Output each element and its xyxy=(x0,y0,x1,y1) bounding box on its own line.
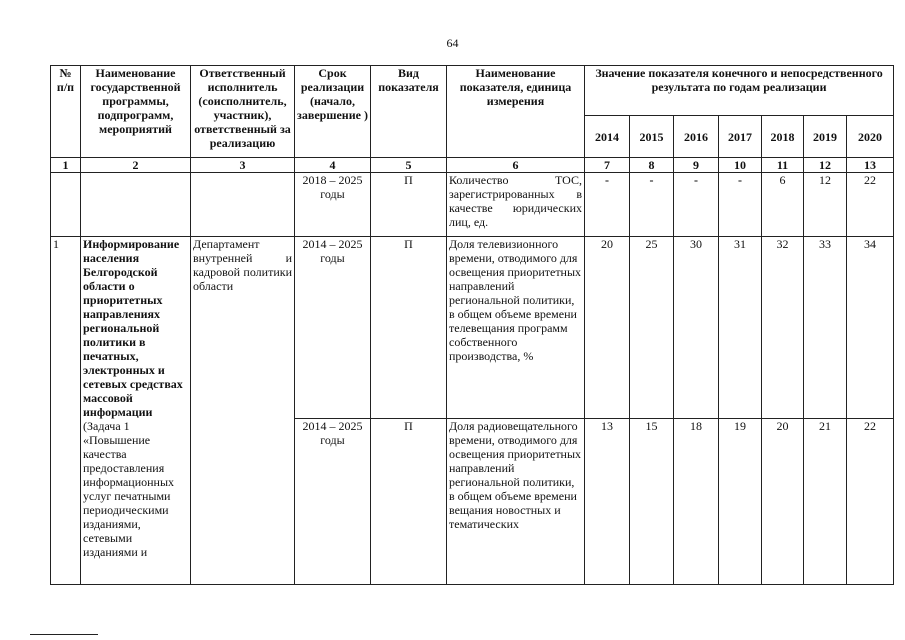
column-number: 5 xyxy=(371,158,447,173)
program-table xyxy=(50,65,894,585)
table-row xyxy=(51,173,894,237)
header-year: 2014 xyxy=(585,116,630,158)
row-value: 30 xyxy=(674,237,719,419)
row-value: 33 xyxy=(804,237,847,419)
table-row xyxy=(51,237,894,419)
row-name xyxy=(81,237,191,585)
row-num: 1 xyxy=(51,237,81,585)
row-value: 22 xyxy=(847,173,894,237)
header-row-top xyxy=(51,66,894,116)
row-value: 25 xyxy=(630,237,674,419)
row-name xyxy=(81,173,191,237)
row-executor: Департамент внутренней и кадровой политики области xyxy=(191,237,295,585)
header-year: 2018 xyxy=(762,116,804,158)
row-value: 12 xyxy=(804,173,847,237)
row-name-task: (Задача 1 «Повышение качества предоставления информационных услуг печатными периодическими изданиями, сетевыми изданиями и xyxy=(83,419,175,559)
column-number: 2 xyxy=(81,158,191,173)
row-type: П xyxy=(371,173,447,237)
row-indicator: Количество ТОС, зарегистрированных в качестве юридических лиц, ед. xyxy=(447,173,585,237)
row-num xyxy=(51,173,81,237)
row-indicator: Доля телевизионного времени, отводимого для освещения приоритетных направлений региональной политики, в общем объеме времени телевещания программ собственного производства, % xyxy=(447,237,585,419)
header-year: 2016 xyxy=(674,116,719,158)
row-executor xyxy=(191,173,295,237)
row-value: 18 xyxy=(674,419,719,585)
row-period: 2014 – 2025 годы xyxy=(295,419,371,585)
header-type: Вид показателя xyxy=(371,66,447,158)
footnote-divider xyxy=(30,634,98,635)
header-period: Срок реализации (начало, завершение ) xyxy=(295,66,371,158)
row-value: 31 xyxy=(719,237,762,419)
column-number: 9 xyxy=(674,158,719,173)
column-number: 6 xyxy=(447,158,585,173)
column-number: 12 xyxy=(804,158,847,173)
row-value: - xyxy=(719,173,762,237)
row-value: 19 xyxy=(719,419,762,585)
column-number: 13 xyxy=(847,158,894,173)
row-value: - xyxy=(630,173,674,237)
row-value: 20 xyxy=(585,237,630,419)
row-period: 2018 – 2025 годы xyxy=(295,173,371,237)
column-number-row xyxy=(51,158,894,173)
header-indicator: Наименование показателя, единица измерения xyxy=(447,66,585,158)
row-name-bold: Информирование населения Белгородской области о приоритетных направлениях региональной политики в печатных, электронных и сетевых средствах массовой информации xyxy=(83,237,183,419)
page-number: 64 xyxy=(446,36,459,50)
column-number: 4 xyxy=(295,158,371,173)
header-executor: Ответственный исполнитель (соисполнитель, участник), ответственный за реализацию xyxy=(191,66,295,158)
row-value: 20 xyxy=(762,419,804,585)
column-number: 3 xyxy=(191,158,295,173)
header-year: 2017 xyxy=(719,116,762,158)
column-number: 1 xyxy=(51,158,81,173)
header-year: 2015 xyxy=(630,116,674,158)
row-value: 32 xyxy=(762,237,804,419)
row-value: 6 xyxy=(762,173,804,237)
row-value: 21 xyxy=(804,419,847,585)
row-type: П xyxy=(371,419,447,585)
column-number: 10 xyxy=(719,158,762,173)
row-value: - xyxy=(674,173,719,237)
row-value: 34 xyxy=(847,237,894,419)
header-num: № п/п xyxy=(51,66,81,158)
header-name: Наименование государственной программы, подпрограмм, мероприятий xyxy=(81,66,191,158)
column-number: 7 xyxy=(585,158,630,173)
row-value: 13 xyxy=(585,419,630,585)
row-value: 22 xyxy=(847,419,894,585)
row-value: 15 xyxy=(630,419,674,585)
header-year: 2019 xyxy=(804,116,847,158)
row-type: П xyxy=(371,237,447,419)
column-number: 11 xyxy=(762,158,804,173)
header-year: 2020 xyxy=(847,116,894,158)
row-period: 2014 – 2025 годы xyxy=(295,237,371,419)
column-number: 8 xyxy=(630,158,674,173)
row-indicator: Доля радиовещательного времени, отводимого для освещения приоритетных направлений региональной политики, в общем объеме времени вещания новостных и тематических xyxy=(447,419,585,585)
header-values-group: Значение показателя конечного и непосредственного результата по годам реализации xyxy=(585,66,894,116)
row-value: - xyxy=(585,173,630,237)
